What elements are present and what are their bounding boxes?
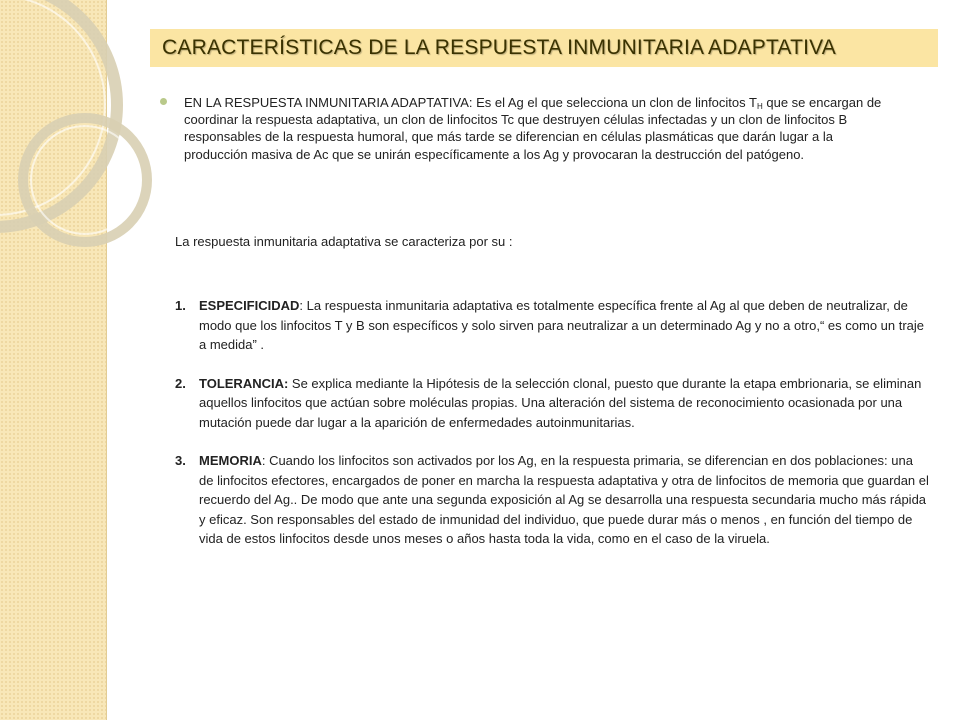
- intro-paragraph: [184, 94, 899, 163]
- intro-text-end: que se encargan de coordinar la respuesta adaptativa, un clon de linfocitos Tc que destruyen células infectadas y un clon de linfocitos B responsables de la respuesta humoral, que más tarde se diferencian en células plasmáticas que darán lugar a la producción masiva de Ac que se unirán específicamente a los Ag y provocaran la destrucción del patógeno.: [184, 95, 882, 162]
- characteristics-list: [175, 296, 930, 549]
- item-term: TOLERANCIA:: [199, 375, 289, 391]
- intro-bullet: [160, 94, 930, 163]
- item-text: : Cuando los linfocitos son activados por los Ag, en la respuesta primaria, se diferencian en dos poblaciones: una de linfocitos efectores, encargados de poner en marcha la respuesta adaptativa y otra de linfocitos de memoria que guardan el recuerdo del Ag.. De modo que ante una segunda exposición al Ag se desarrolla una respuesta secundaria mucho más rápida y eficaz. Son responsables del estado de inmunidad del individuo, que puede durar más o menos , en función del tiempo de vida de estos linfocitos desde unos meses o años hasta toda la vida, como en el caso de la viruela.: [199, 453, 929, 546]
- title-bar: [150, 29, 938, 67]
- list-item-especificidad: [175, 296, 930, 355]
- decorative-ring-large: [0, 0, 117, 227]
- bullet-dot: [160, 98, 167, 105]
- item-number: 1.: [175, 298, 186, 313]
- item-term: ESPECIFICIDAD: [199, 298, 300, 313]
- item-text: : La respuesta inmunitaria adaptativa es totalmente específica frente al Ag al que deben de neutralizar, de modo que los linfocitos T y B son específicos y solo sirven para neutralizar a un determinado Ag y no a otro,“ es como un traje a medida” .: [199, 298, 925, 352]
- list-item-tolerancia: [175, 374, 930, 433]
- list-item-memoria: [175, 451, 930, 549]
- item-term: MEMORIA: [199, 453, 262, 468]
- item-number: 3.: [175, 453, 186, 468]
- lead-sentence: La respuesta inmunitaria adaptativa se caracteriza por su :: [175, 234, 513, 249]
- intro-text-start: EN LA RESPUESTA INMUNITARIA ADAPTATIVA: Es el Ag el que selecciona un clon de linfocitos T: [184, 95, 757, 110]
- item-text: Se explica mediante la Hipótesis de la selección clonal, puesto que durante la etapa embrionaria, se eliminan aquellos linfocitos que actúan sobre moléculas propias. Una alteración del sistema de reconocimiento ocasionada por una mutación puede dar lugar a la aparición de enfermedades autoinmunitarias.: [199, 375, 922, 430]
- intro-subscript: H: [756, 102, 763, 111]
- slide-title: CARACTERÍSTICAS DE LA RESPUESTA INMUNITARIA ADAPTATIVA: [162, 36, 836, 59]
- item-number: 2.: [175, 375, 186, 391]
